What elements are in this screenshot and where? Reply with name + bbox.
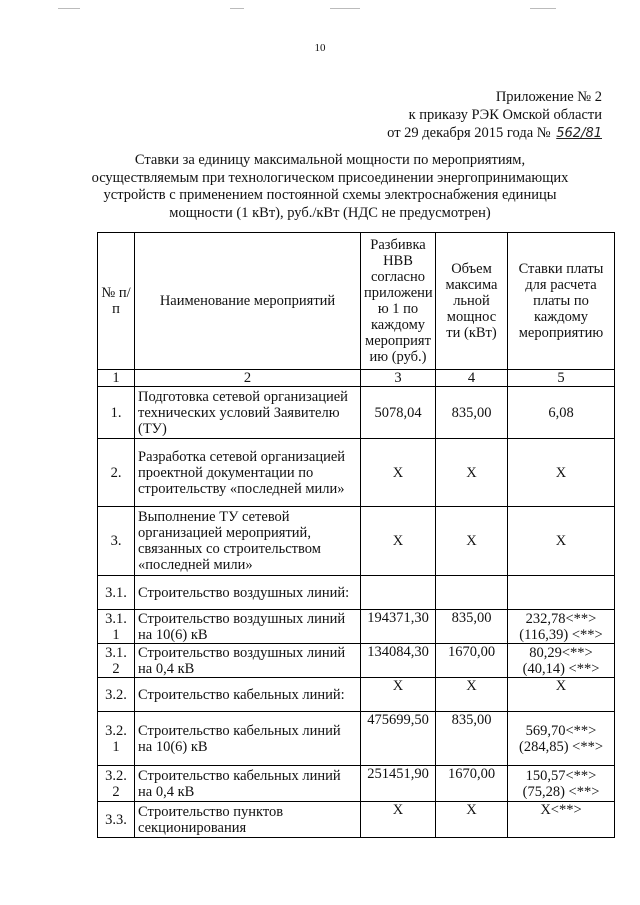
header-num: № п/п <box>98 233 135 370</box>
row-rate: 150,57<**> (75,28) <**> <box>508 766 615 802</box>
title-line: осуществляемым при технологическом присоединении энергопринимающих <box>91 169 569 186</box>
row-name: Строительство воздушных линий на 0,4 кВ <box>135 644 361 678</box>
table-row <box>98 678 615 712</box>
row-nvv: X <box>361 678 436 712</box>
row-volume: 1670,00 <box>436 644 508 678</box>
row-num: 3.1. <box>98 576 135 610</box>
row-num: 1. <box>98 387 135 439</box>
row-name: Строительство воздушных линий: <box>135 576 361 610</box>
row-num: 3.3. <box>98 802 135 838</box>
table-row <box>98 576 615 610</box>
row-nvv: X <box>361 802 436 838</box>
table-row <box>98 387 615 439</box>
title-line: Ставки за единицу максимальной мощности по мероприятиям, <box>134 152 526 168</box>
row-name: Строительство пунктов секционирования <box>135 802 361 838</box>
row-volume: X <box>436 678 508 712</box>
row-nvv: 5078,04 <box>361 387 436 439</box>
row-volume: X <box>436 802 508 838</box>
row-rate: 6,08 <box>508 387 615 439</box>
order-number-handwritten: 562/81 <box>556 126 602 141</box>
row-num: 3.1. 1 <box>98 610 135 644</box>
col-number: 2 <box>135 370 361 387</box>
row-rate: 80,29<**> (40,14) <**> <box>508 644 615 678</box>
row-volume: 835,00 <box>436 610 508 644</box>
appendix-line-3 <box>387 124 602 143</box>
row-volume: 1670,00 <box>436 766 508 802</box>
row-rate: 569,70<**> (284,85) <**> <box>508 712 615 766</box>
header-name: Наименование мероприятий <box>135 233 361 370</box>
row-rate: X <box>508 439 615 507</box>
row-nvv: 194371,30 <box>361 610 436 644</box>
header-nvv: Разбивка НВВ согласно приложени ю 1 по каждому мероприят ию (руб.) <box>361 233 436 370</box>
table-row <box>98 644 615 678</box>
col-number: 5 <box>508 370 615 387</box>
appendix-date: от 29 декабря 2015 года № <box>387 125 551 141</box>
row-num: 3. <box>98 507 135 576</box>
row-rate: X<**> <box>508 802 615 838</box>
row-volume <box>436 576 508 610</box>
row-volume: X <box>436 507 508 576</box>
col-number: 1 <box>98 370 135 387</box>
table-header-row <box>98 233 615 370</box>
title-line: мощности (1 кВт), руб./кВт (НДС не предусмотрен) <box>169 204 491 221</box>
row-nvv <box>361 576 436 610</box>
page-number: 10 <box>314 42 326 54</box>
row-name: Строительство кабельных линий на 10(6) кВ <box>135 712 361 766</box>
row-nvv: 251451,90 <box>361 766 436 802</box>
row-volume: X <box>436 439 508 507</box>
document-title <box>80 152 580 222</box>
row-num: 2. <box>98 439 135 507</box>
appendix-line-2: к приказу РЭК Омской области <box>408 107 602 123</box>
row-name: Строительство воздушных линий на 10(6) кВ <box>135 610 361 644</box>
appendix-line-1: Приложение № 2 <box>495 89 602 105</box>
header-volume: Объем максима льной мощнос ти (кВт) <box>436 233 508 370</box>
col-number: 4 <box>436 370 508 387</box>
row-rate: 232,78<**> (116,39) <**> <box>508 610 615 644</box>
row-name: Строительство кабельных линий на 0,4 кВ <box>135 766 361 802</box>
table-row <box>98 507 615 576</box>
row-name: Строительство кабельных линий: <box>135 678 361 712</box>
appendix-header <box>387 88 602 143</box>
row-nvv: X <box>361 507 436 576</box>
scan-artifact <box>58 8 80 9</box>
table-row <box>98 802 615 838</box>
row-volume: 835,00 <box>436 712 508 766</box>
row-rate <box>508 576 615 610</box>
table-row <box>98 439 615 507</box>
header-rate: Ставки платы для расчета платы по каждому мероприятию <box>508 233 615 370</box>
col-number: 3 <box>361 370 436 387</box>
row-num: 3.1. 2 <box>98 644 135 678</box>
row-rate: X <box>508 507 615 576</box>
scan-artifact <box>530 8 556 9</box>
row-num: 3.2. <box>98 678 135 712</box>
title-line: устройств с применением постоянной схемы электроснабжения единицы <box>103 187 557 203</box>
table-row <box>98 766 615 802</box>
row-num: 3.2. 2 <box>98 766 135 802</box>
row-rate: X <box>508 678 615 712</box>
row-nvv: 134084,30 <box>361 644 436 678</box>
row-num: 3.2. 1 <box>98 712 135 766</box>
rates-table <box>97 232 615 838</box>
scan-artifact <box>330 8 360 9</box>
row-name: Выполнение ТУ сетевой организацией мероприятий, связанных со строительством «последней мили» <box>135 507 361 576</box>
row-nvv: X <box>361 439 436 507</box>
table-row <box>98 610 615 644</box>
table-row <box>98 712 615 766</box>
scan-artifact <box>230 8 244 9</box>
row-name: Разработка сетевой организацией проектной документации по строительству «последней мили» <box>135 439 361 507</box>
row-nvv: 475699,50 <box>361 712 436 766</box>
row-name: Подготовка сетевой организацией технических условий Заявителю (ТУ) <box>135 387 361 439</box>
row-volume: 835,00 <box>436 387 508 439</box>
column-number-row <box>98 370 615 387</box>
